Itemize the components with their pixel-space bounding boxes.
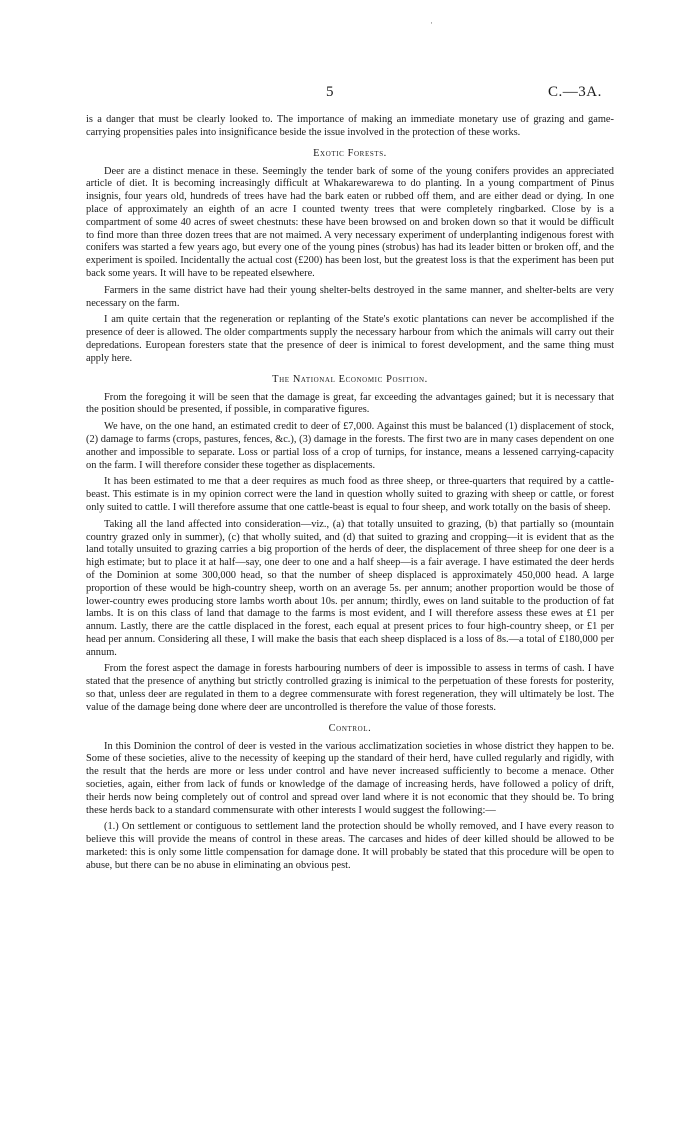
paragraph: From the forest aspect the damage in forests harbouring numbers of deer is impossible to assess in terms of cash. I have stated that the presence of anything but strictly controlled grazing is inimical to the perpetuation of these forests for posterity, so that, unless deer are regulated in them to a degree commensurate with forest regeneration, they will ultimately be lost. The value of the damage being done where deer are uncontrolled is therefore the value of those forests. bbox=[86, 663, 614, 713]
paragraph: Taking all the land affected into consideration—viz., (a) that totally unsuited to grazing, (b) that partially so (mountain country grazed only in summer), (c) that wholly suited, and (d) that suited to grazing and cropping—it is evident that as the land totally unsuited to grazing carries a big proportion of the herds of deer, the displacement of three sheep for one deer is a high estimate; but to place it at half—say, one deer to one and a half sheep—is a fair average. I have estimated the deer herds of the Dominion at some 300,000 head, so that the number of sheep displaced is approximately 450,000 head. A large proportion of these would be high-country sheep, worth on an average 5s. per annum; another proportion would be those of lower-country ewes producing store lambs worth about 10s. per annum; thirdly, ewes on land suitable to the production of fat lambs. It is on this class of land that damage to the farms is most evident, and I will therefore assess these ewes at £1 per annum. Lastly, there are the cattle displaced in the forest, each equal at present prices to four high-country sheep, or £1 per head per annum. Considering all these, I will make the basis that each sheep displaced is a loss of 8s.—a total of £180,000 per annum. bbox=[86, 518, 614, 658]
paragraph: I am quite certain that the regeneration or replanting of the State's exotic plantations can never be accomplished if the presence of deer is allowed. The older compartments supply the necessary harbour from which the animals will carry out their depredations. European foresters state that the presence of deer is inimical to forest development, and the same thing must apply here. bbox=[86, 314, 614, 364]
section-heading: Exotic Forests. bbox=[313, 147, 387, 159]
paragraph: (1.) On settlement or contiguous to settlement land the protection should be wholly removed, and I have every reason to believe this will provide the means of control in these areas. The carcases and hides of deer killed should be allowed to be marketed: this is only some little compensation for damage done. It will probably be stated that this procedure will be open to abuse, but there can be no abuse in eliminating an obvious pest. bbox=[86, 821, 614, 871]
paragraph: From the foregoing it will be seen that the damage is great, far exceeding the advantages gained; but it is necessary that the position should be presented, if possible, in comparative figures. bbox=[86, 391, 614, 416]
paragraph: In this Dominion the control of deer is vested in the various acclimatization societies in whose district they happen to be. Some of these societies, alive to the necessity of keeping up the standard of their herd, have culled regularly and rigidly, with the result that the herds are more or less under control and have never increased sufficiently to become a menace. Other societies, again, either from lack of funds or knowledge of the damage of increasing herds, have followed a policy of drift, their herds now being completely out of control and spread over land where it is not economic that they should be. To bring these herds back to a standard commensurate with other interests I would suggest the following:— bbox=[86, 740, 614, 816]
paragraph: is a danger that must be clearly looked to. The importance of making an immediate monetary use of grazing and game-carrying propensities pales into insignificance beside the issue involved in the protection of these works. bbox=[86, 114, 614, 138]
paragraph: Farmers in the same district have had their young shelter-belts destroyed in the same manner, and shelter-belts are very necessary on the farm. bbox=[86, 284, 614, 309]
section-heading: Control. bbox=[328, 722, 372, 734]
scan-mark: · bbox=[430, 18, 433, 28]
section-heading: The National Economic Position. bbox=[272, 373, 428, 385]
paragraph: We have, on the one hand, an estimated credit to deer of £7,000. Against this must be balanced (1) displacement of stock, (2) damage to farms (crops, pastures, fences, &c.), (3) damage in the forests. The first two are in many cases dependent on one another and impossible to separate. Loss or partial loss of a crop of turnips, for instance, means a lessened carrying-capacity on the farm. I will therefore consider these together as displacements. bbox=[86, 421, 614, 471]
document-code: C.—3A. bbox=[548, 84, 602, 100]
paragraph: Deer are a distinct menace in these. Seemingly the tender bark of some of the young conifers provides an appreciated article of diet. It is becoming increasingly difficult at Whakarewarewa to do planting. In a young compartment of Pinus insignis, four years old, hundreds of trees have had the bark eaten or rubbed off them, and are either dead or dying. In one place of approximately an eighth of an acre I counted twenty trees that were completely ringbarked. Close by is a compartment of some 40 acres of sweet chestnuts: these have been browsed on and broken down so that it would be difficult to find more than three dozen trees that are not maimed. A very necessary experiment of underplanting indigenous forest with conifers was started a few years ago, but every one of the young pines (strobus) has had its leader bitten or broken off, and the experiment is spoiled. Incidentally the actual cost (£200) has been lost, but the greatest loss is that the experiment has been put back some years. It will have to be repeated elsewhere. bbox=[86, 165, 614, 279]
document-body bbox=[86, 114, 614, 877]
page-number: 5 bbox=[326, 84, 334, 100]
paragraph: It has been estimated to me that a deer requires as much food as three sheep, or three-quarters that required by a cattle-beast. This estimate is in my opinion correct were the land in question wholly suited to grazing with sheep or cattle, or forest only suited to cattle. I will therefore assume that one cattle-beast is equal to four sheep, and work totally on the basis of sheep. bbox=[86, 476, 614, 513]
